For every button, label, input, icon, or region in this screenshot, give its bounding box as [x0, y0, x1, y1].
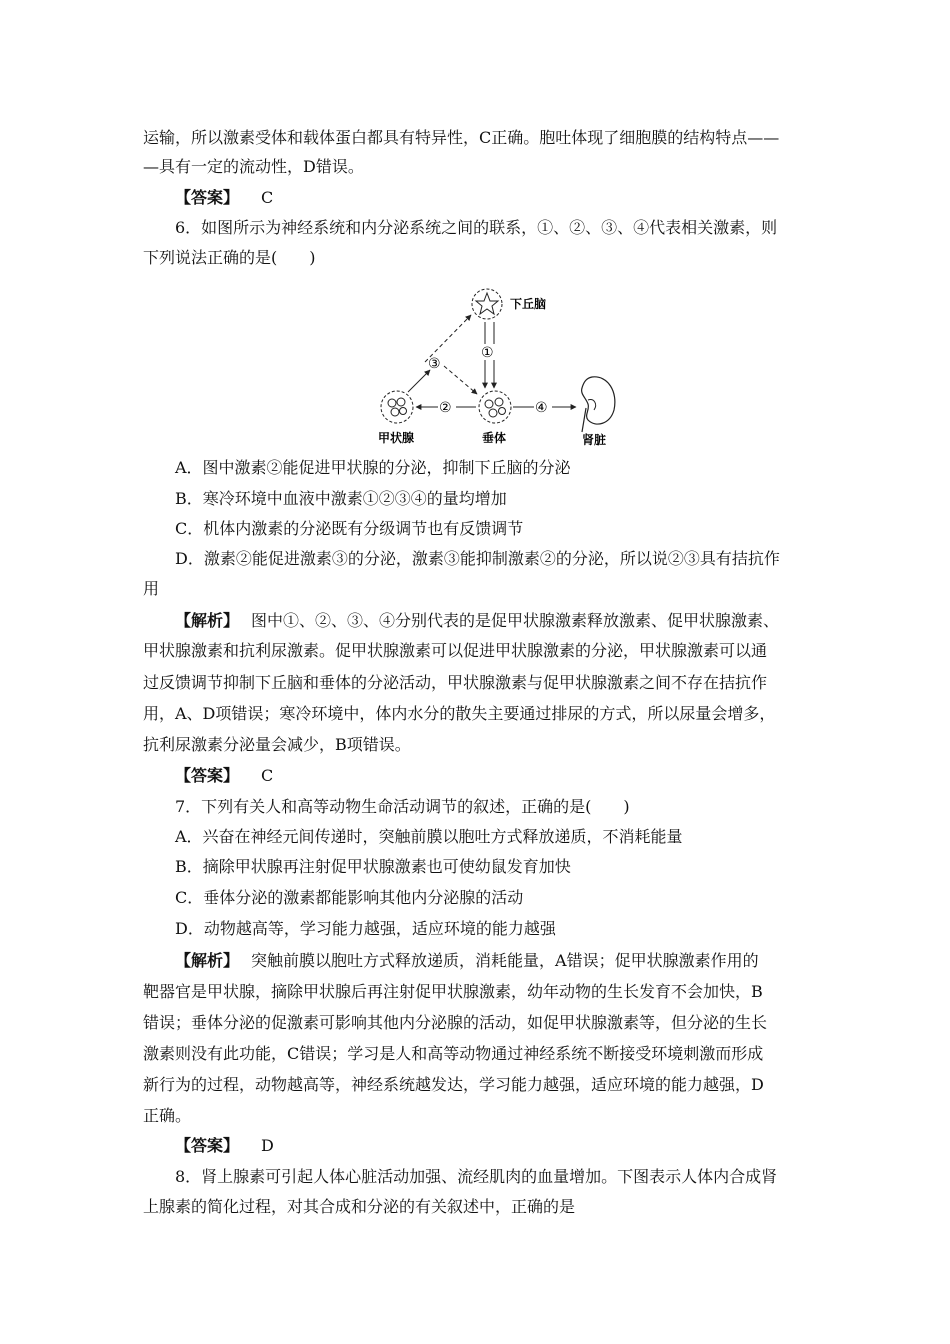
analysis-label: 【解析】	[175, 611, 240, 630]
analysis-line: 正确。	[143, 1106, 192, 1125]
arrow-h3-feedback-hypothalamus	[425, 315, 471, 362]
arrow-h3-feedback-pituitary	[444, 366, 477, 394]
arrow-h3	[408, 370, 430, 392]
analysis-line: 激素则没有此功能，C错误；学习是人和高等动物通过神经系统不断接受环境刺激而形成	[143, 1044, 764, 1063]
answer-line	[175, 1136, 274, 1156]
pituitary-node	[479, 391, 511, 423]
kidney-label: 肾脏	[582, 433, 607, 447]
option-a: A．兴奋在神经元间传递时，突触前膜以胞吐方式释放递质，不消耗能量	[175, 827, 683, 846]
analysis-line: 抗利尿激素分泌量会减少，B项错误。	[143, 735, 411, 754]
analysis-line	[175, 951, 759, 971]
answer-label: 【答案】	[175, 188, 240, 207]
text-line: 运输，所以激素受体和载体蛋白都具有特异性，C正确。胞吐体现了细胞膜的结构特点——	[143, 128, 780, 147]
hormone-1-label: ①	[481, 345, 494, 361]
answer-line	[175, 188, 273, 208]
option-c: C．垂体分泌的激素都能影响其他内分泌腺的活动	[175, 888, 524, 907]
option-d: D．动物越高等，学习能力越强，适应环境的能力越强	[175, 919, 556, 938]
question-stem: 6．如图所示为神经系统和内分泌系统之间的联系，①、②、③、④代表相关激素，则	[175, 218, 778, 237]
answer-line	[175, 766, 273, 786]
analysis-label: 【解析】	[175, 951, 240, 970]
kidney-icon	[582, 377, 615, 432]
answer-label: 【答案】	[175, 1136, 240, 1155]
analysis-line: 过反馈调节抑制下丘脑和垂体的分泌活动，甲状腺激素与促甲状腺激素之间不存在拮抗作	[143, 673, 768, 692]
hormone-4-label: ④	[535, 400, 548, 416]
analysis-line: 错误；垂体分泌的促激素可影响其他内分泌腺的活动，如促甲状腺激素等，但分泌的生长	[143, 1013, 768, 1032]
thyroid-node	[381, 391, 413, 423]
answer-value: D	[261, 1136, 274, 1155]
endocrine-diagram	[370, 282, 620, 450]
thyroid-label: 甲状腺	[378, 431, 415, 445]
question-stem: 8．肾上腺素可引起人体心脏活动加强、流经肌肉的血量增加。下图表示人体内合成肾	[175, 1167, 778, 1186]
analysis-text: 图中①、②、③、④分别代表的是促甲状腺激素释放激素、促甲状腺激素、	[251, 611, 780, 630]
answer-value: C	[261, 188, 274, 207]
analysis-line: 用，A、D项错误；寒冷环境中，体内水分的散失主要通过排尿的方式，所以尿量会增多，	[143, 704, 776, 723]
option-b: B．寒冷环境中血液中激素①②③④的量均增加	[175, 489, 507, 508]
analysis-line: 靶器官是甲状腺，摘除甲状腺后再注射促甲状腺激素，幼年动物的生长发育不会加快，B	[143, 982, 763, 1001]
text-line: —具有一定的流动性，D错误。	[143, 157, 364, 176]
analysis-text: 突触前膜以胞吐方式释放递质，消耗能量，A错误；促甲状腺激素作用的	[251, 951, 759, 970]
analysis-line: 甲状腺激素和抗利尿激素。促甲状腺激素可以促进甲状腺激素的分泌，甲状腺激素可以通	[143, 641, 768, 660]
option-d: D．激素②能促进激素③的分泌，激素③能抑制激素②的分泌，所以说②③具有拮抗作	[175, 549, 780, 568]
answer-label: 【答案】	[175, 766, 240, 785]
question-stem: 7．下列有关人和高等动物生命活动调节的叙述，正确的是( )	[175, 797, 630, 816]
analysis-line	[175, 611, 779, 631]
question-stem: 下列说法正确的是( )	[143, 248, 316, 267]
option-b: B．摘除甲状腺再注射促甲状腺激素也可使幼鼠发育加快	[175, 857, 571, 876]
hypothalamus-node	[472, 289, 502, 319]
hypothalamus-label: 下丘脑	[510, 297, 547, 311]
analysis-line: 新行为的过程，动物越高等，神经系统越发达，学习能力越强，适应环境的能力越强，D	[143, 1075, 764, 1094]
option-a: A．图中激素②能促进甲状腺的分泌，抑制下丘脑的分泌	[175, 458, 571, 477]
option-c: C．机体内激素的分泌既有分级调节也有反馈调节	[175, 519, 524, 538]
question-stem: 上腺素的简化过程，对其合成和分泌的有关叙述中，正确的是	[143, 1197, 576, 1216]
hormone-3-label: ③	[428, 356, 441, 372]
hormone-2-label: ②	[439, 400, 452, 416]
option-d-cont: 用	[143, 579, 160, 598]
answer-value: C	[261, 766, 274, 785]
pituitary-label: 垂体	[482, 431, 507, 445]
